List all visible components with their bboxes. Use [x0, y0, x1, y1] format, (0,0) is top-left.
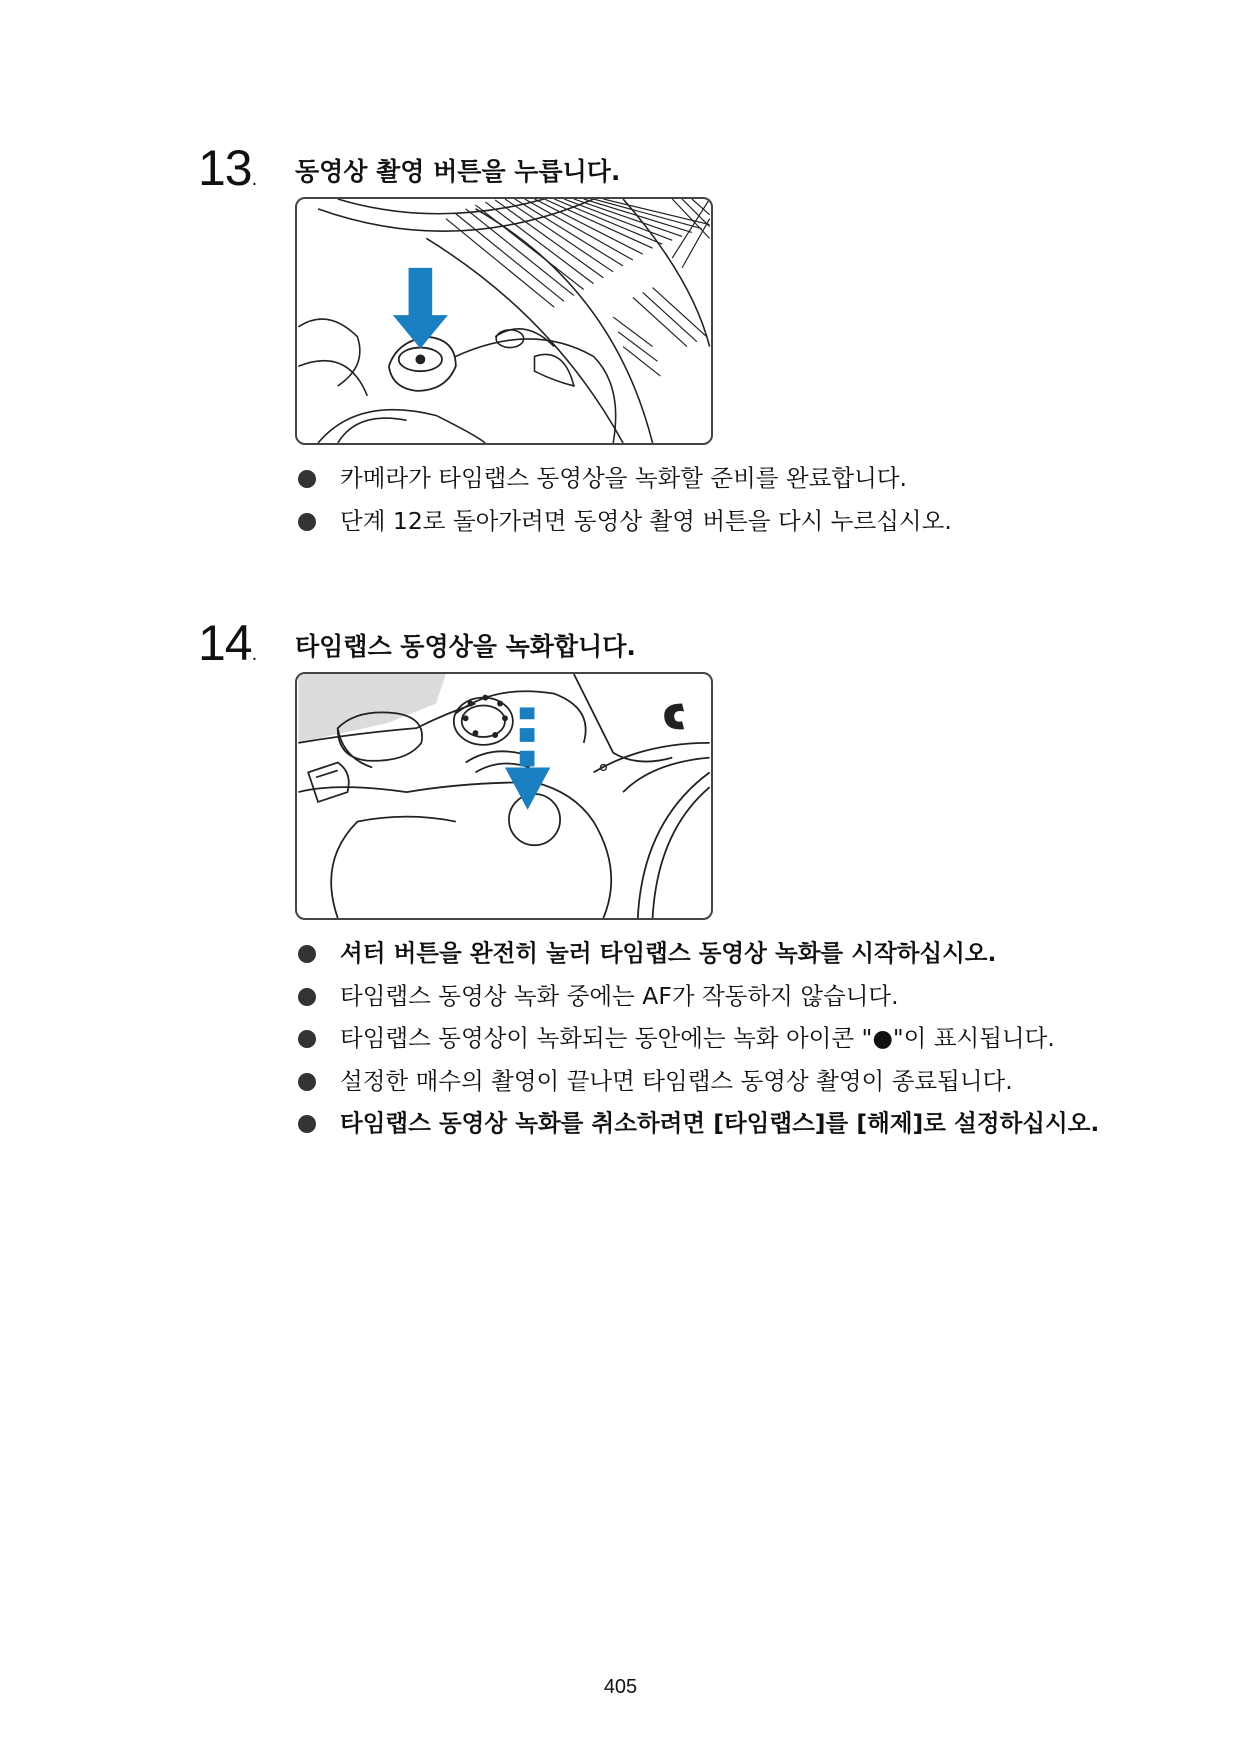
camera-illustration-icon — [297, 199, 711, 443]
step-13-bullets — [295, 457, 952, 542]
camera-illustration-icon — [297, 674, 711, 918]
list-item: 타임랩스 동영상이 녹화되는 동안에는 녹화 아이콘 "●"이 표시됩니다. — [295, 1017, 1099, 1060]
camera-shutter-button-illustration — [295, 672, 713, 920]
list-item: 단계 12로 돌아가려면 동영상 촬영 버튼을 다시 누르십시오. — [295, 500, 952, 543]
list-item: 타임랩스 동영상 녹화를 취소하려면 [타임랩스]를 [해제]로 설정하십시오. — [295, 1102, 1099, 1145]
step-number: 13. — [198, 140, 257, 196]
step-14-bullets — [295, 932, 1099, 1145]
list-item: 설정한 매수의 촬영이 끝나면 타임랩스 동영상 촬영이 종료됩니다. — [295, 1060, 1099, 1103]
list-item: 셔터 버튼을 완전히 눌러 타임랩스 동영상 녹화를 시작하십시오. — [295, 932, 1099, 975]
step-title: 동영상 촬영 버튼을 누릅니다. — [295, 157, 621, 186]
step-title: 타임랩스 동영상을 녹화합니다. — [295, 632, 636, 661]
page-number: 405 — [603, 1676, 638, 1698]
list-item: 카메라가 타임랩스 동영상을 녹화할 준비를 완료합니다. — [295, 457, 952, 500]
camera-movie-button-illustration — [295, 197, 713, 445]
list-item: 타임랩스 동영상 녹화 중에는 AF가 작동하지 않습니다. — [295, 975, 1099, 1018]
step-number: 14. — [198, 615, 257, 671]
